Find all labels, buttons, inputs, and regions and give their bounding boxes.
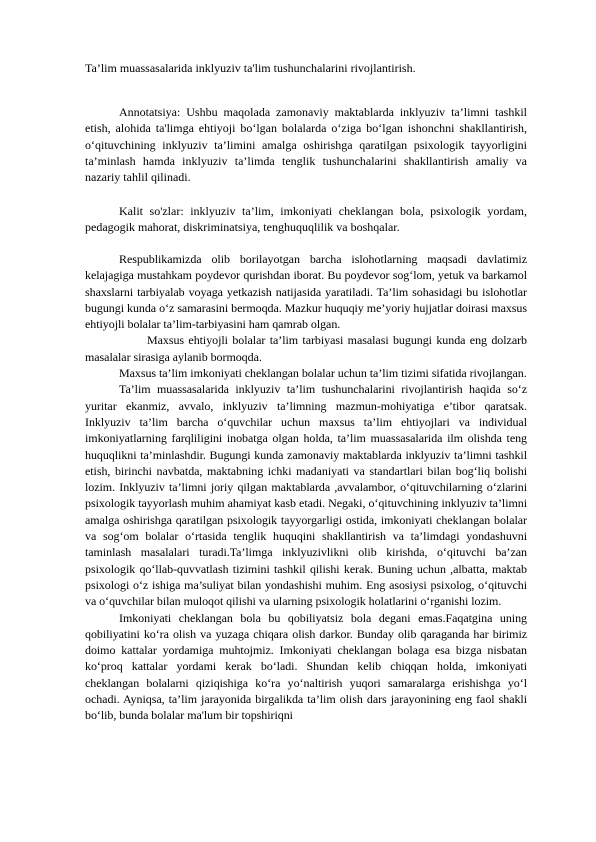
body-paragraph-5: Imkoniyati cheklangan bola bu qobiliyatsiz bola degani emas.Faqatgina uning qobiliyatini ko‘ra olish va yuzaga chiqara olish darkor. Bunday olib qaraganda har birimiz doimo kattalar yordamiga muhtojmiz. Imkoniyati cheklangan bolaga esa bizga nisbatan ko‘proq kattalar yordami kerak bo‘ladi. Shundan kelib chiqqan holda, imkoniyati cheklangan bolalarni qiziqishiga ko‘ra yo‘naltirish yuqori samaralarga erishishga yo‘l ochadi. Ayniqsa, ta’lim jarayonida birgalikda ta’lim olish dars jarayonining eng faol shakli bo‘lib, bunda bolalar ma'lum bir topshiriqni <box>85 610 527 723</box>
keywords-paragraph: Kalit so'zlar: inklyuziv ta’lim, imkoniyati cheklangan bola, psixologik yordam, pedagogik mahorat, diskriminatsiya, tenghuquqlilik va boshqalar. <box>85 204 527 235</box>
abstract-section <box>85 104 527 185</box>
keywords-section <box>85 203 527 236</box>
body-paragraph-1: Respublikamizda olib borilayotgan barcha islohotlarning maqsadi davlatimiz kelajagiga mustahkam poydevor qurishdan iborat. Bu poydevor sog‘lom, yetuk va barkamol shaxslarni tarbiyalab voyaga yetkazish natijasida yaratiladi. Ta’lim sohasidagi bu islohotlar bugungi kunda o‘z samarasini bermoqda. Mazkur huquqiy me’yoriy hujjatlar doirasi maxsus ehtiyojli bolalar ta’lim-tarbiyasini ham qamrab olgan. <box>85 252 527 332</box>
body-paragraph-2: Maxsus ehtiyojli bolalar ta’lim tarbiyasi masalasi bugungi kunda eng dolzarb masalalar sirasiga aylanib bormoqda. <box>85 333 527 364</box>
abstract-paragraph: Annotatsiya: Ushbu maqolada zamonaviy maktablarda inklyuziv ta’limni tashkil etish, alohida ta'limga ehtiyoji bo‘lgan bolalarda o‘ziga bo‘lgan ishonchni shakllantirish, o‘qituvchining inklyuziv ta’limini amalga oshirishga qaratilgan psixologik tayyorligini ta’minlash hamda inklyuziv ta’limda tenglik tushunchalarini shakllantirish amaliy va nazariy tahlil qilinadi. <box>85 105 527 185</box>
body-paragraph-3: Maxsus ta’lim imkoniyati cheklangan bolalar uchun ta’lim tizimi sifatida rivojlangan. <box>119 366 527 381</box>
body-section <box>85 251 527 724</box>
paper-title: Ta’lim muassasalarida inklyuziv ta'lim tushunchalarini rivojlantirish. <box>85 61 416 75</box>
body-paragraph-4: Ta’lim muassasalarida inklyuziv ta’lim tushunchalarini rivojlantirish haqida so‘z yuritar ekanmiz, avvalo, inklyuziv ta’limning mazmun-mohiyatiga e’tibor qaratsak. Inklyuziv ta’lim barcha o‘quvchilar uchun maxsus ta’lim ehtiyojlari va individual imkoniyatlarning farqliligini inobatga olgan holda, ta’lim muassasalarida ilm olishda teng huquqlikni ta’minlashdir. Bugungi kunda zamonaviy maktablarda inklyuziv ta’limni tashkil etish, birinchi navbatda, maktabning ichki madaniyati va standartlari bilan bog‘liq bolishi lozim. Inklyuziv ta’limni joriy qilgan maktablarda ,avvalambor, o‘qituvchilarning o‘zlarini psixologik tayyorlash muhim ahamiyat kasb etadi. Negaki, o‘qituvchining inklyuziv ta’limni amalga oshirishga qaratilgan psixologik tayyorgarligi ostida, imkoniyati cheklangan bolalar va sog‘om bolalar o‘rtasida tenglik huquqini shakllantirish va ta’limdagi yondashuvni taminlash masalalari turadi.Ta’limga inklyuzivlikni olib kirishda, o‘qituvchi ba’zan psixologik qo‘llab-quvvatlash tizimini tashkil qilishi kerak. Buning uchun ,albatta, maktab psixologi o‘z ishiga ma’suliyat bilan yondashishi muhim. Eng asosiysi psixolog, o‘qituvchi va o‘quvchilar bilan muloqot qilishi va ularning psixologik holatlarini o‘rganishi lozim. <box>85 382 527 609</box>
